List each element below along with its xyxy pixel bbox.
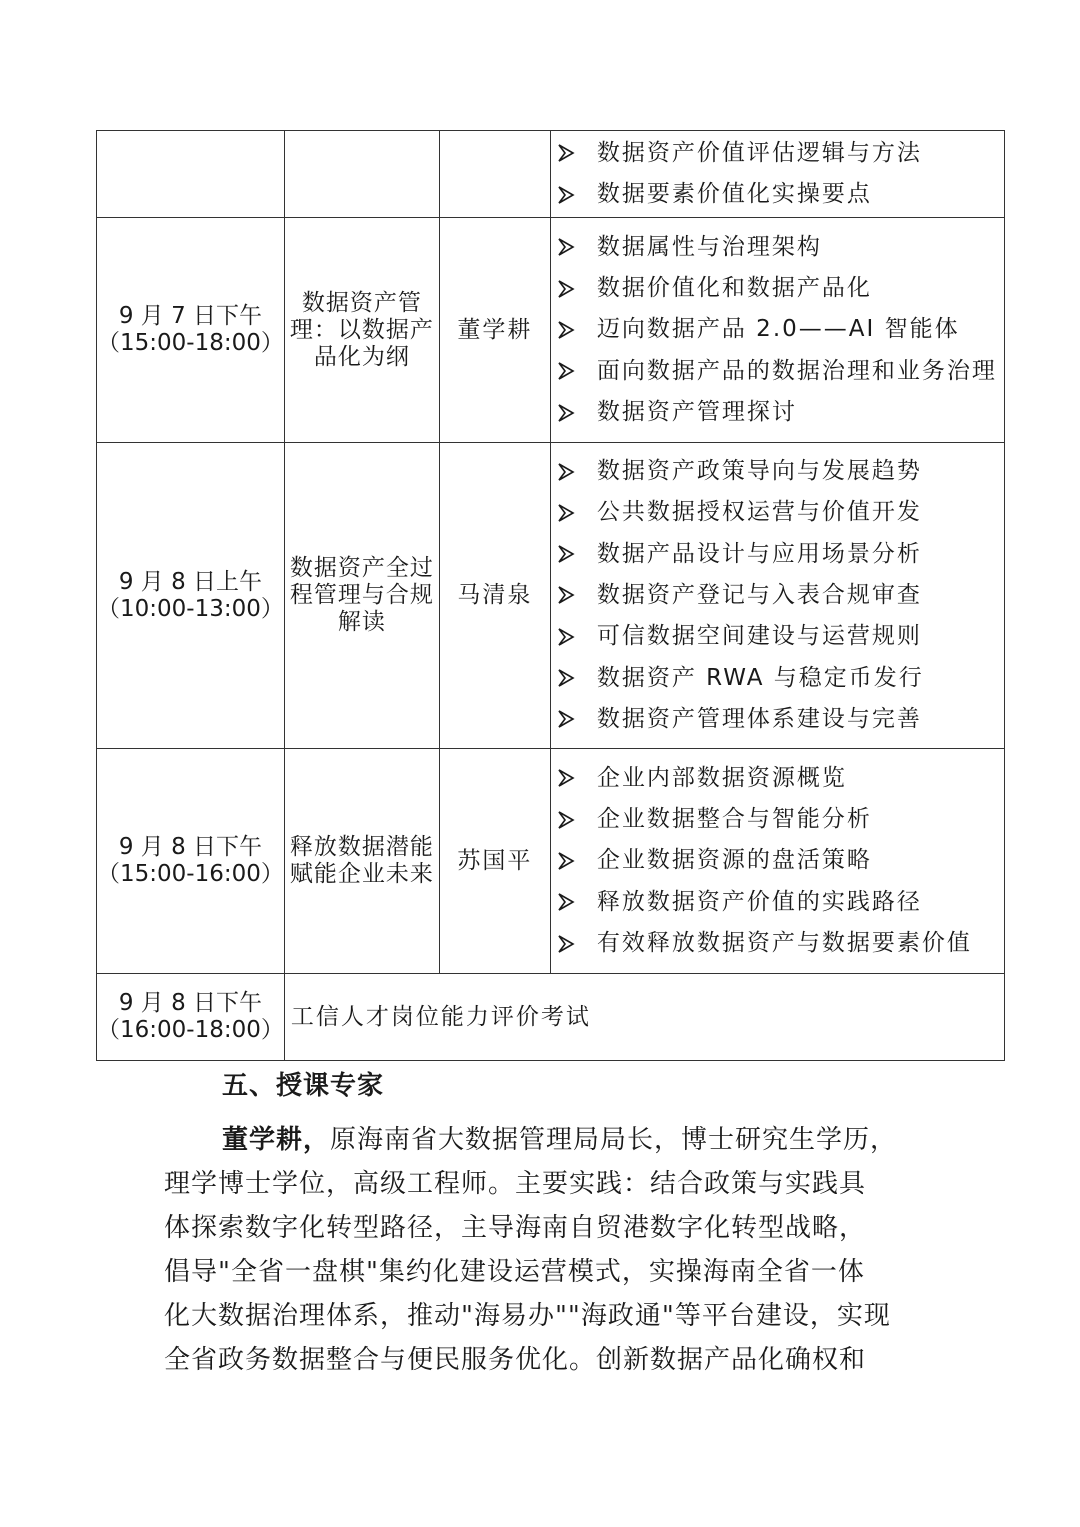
time-text: （10:00-13:00） <box>97 595 284 622</box>
course-title-cell <box>284 749 439 974</box>
list-item <box>555 882 1004 923</box>
arrow-bullet-icon <box>555 236 597 258</box>
topic-text: 数据资产政策导向与发展趋势 <box>596 458 922 485</box>
topic-text: 释放数据资产价值的实践路径 <box>596 888 922 915</box>
topics-cell <box>550 218 1004 443</box>
date-text: 9 月 8 日上午 <box>118 568 263 595</box>
date-text: 9 月 7 日下午 <box>118 303 263 329</box>
topic-text: 数据资产价值评估逻辑与方法 <box>596 139 922 166</box>
expert-name: 苏国平 <box>457 847 533 874</box>
arrow-bullet-icon <box>555 319 597 341</box>
arrow-bullet-icon <box>555 543 597 565</box>
arrow-bullet-icon <box>555 461 597 483</box>
arrow-bullet-icon <box>555 502 597 524</box>
time-text: （15:00-18:00） <box>97 330 284 356</box>
expert-cell <box>439 218 550 443</box>
arrow-bullet-icon <box>555 584 597 606</box>
topic-text: 迈向数据产品 2.0——AI 智能体 <box>596 316 960 343</box>
topic-list <box>551 758 1004 964</box>
time-text: （15:00-16:00） <box>97 861 284 887</box>
topics-cell <box>550 131 1004 218</box>
table-row <box>97 749 1005 974</box>
table-row-exam <box>97 974 1005 1061</box>
course-title-cell <box>284 443 439 749</box>
list-item <box>555 699 1004 740</box>
course-title: 释放数据潜能 赋能企业未来 <box>289 834 434 887</box>
time-text: （16:00-18:00） <box>97 1017 284 1043</box>
topic-list <box>551 227 1004 433</box>
list-item <box>555 616 1004 657</box>
list-item <box>555 133 1004 174</box>
topic-text: 企业内部数据资源概览 <box>596 764 847 791</box>
topic-text: 数据资产登记与入表合规审查 <box>596 581 922 608</box>
arrow-bullet-icon <box>555 850 597 872</box>
arrow-bullet-icon <box>555 809 597 831</box>
arrow-bullet-icon <box>555 767 597 789</box>
list-item <box>555 392 1004 433</box>
arrow-bullet-icon <box>555 360 597 382</box>
date-text: 9 月 8 日下午 <box>118 990 263 1016</box>
expert-name: 董学耕 <box>457 316 533 343</box>
arrow-bullet-icon <box>555 278 597 300</box>
date-cell <box>97 443 285 749</box>
arrow-bullet-icon <box>555 142 597 164</box>
expert-bio <box>164 1118 924 1382</box>
date-cell <box>97 749 285 974</box>
list-item <box>555 351 1004 392</box>
topic-text: 数据资产 RWA 与稳定币发行 <box>596 664 924 691</box>
list-item <box>555 534 1004 575</box>
bio-line <box>164 1118 924 1162</box>
bio-line: 理学博士学位，高级工程师。主要实践：结合政策与实践具 <box>164 1169 867 1199</box>
course-title: 数据资产管理：以数据产品化为纲 <box>289 289 434 370</box>
list-item <box>555 268 1004 309</box>
arrow-bullet-icon <box>555 402 597 424</box>
bio-text: 原海南省大数据管理局局长，博士研究生学历， <box>330 1125 898 1155</box>
exam-text: 工信人才岗位能力评价考试 <box>290 1003 591 1030</box>
section-heading: 五、授课专家 <box>222 1071 385 1101</box>
list-item <box>555 451 1004 492</box>
date-cell <box>97 218 285 443</box>
topic-text: 企业数据资源的盘活策略 <box>596 847 872 874</box>
list-item <box>555 575 1004 616</box>
list-item <box>555 174 1004 215</box>
arrow-bullet-icon <box>555 933 597 955</box>
arrow-bullet-icon <box>555 891 597 913</box>
topic-text: 数据资产管理探讨 <box>596 399 797 426</box>
topic-text: 数据价值化和数据产品化 <box>596 275 872 302</box>
bio-line: 全省政务数据整合与便民服务优化。创新数据产品化确权和 <box>164 1345 867 1375</box>
course-title-cell <box>284 218 439 443</box>
topic-text: 企业数据整合与智能分析 <box>596 806 872 833</box>
list-item <box>555 840 1004 881</box>
course-title-cell <box>284 131 439 218</box>
expert-name: 马清泉 <box>457 582 533 608</box>
topic-text: 数据属性与治理架构 <box>596 233 822 260</box>
date-text: 9 月 8 日下午 <box>118 834 263 860</box>
bio-line: 体探索数字化转型路径，主导海南自贸港数字化转型战略， <box>164 1213 867 1243</box>
arrow-bullet-icon <box>555 626 597 648</box>
topic-text: 面向数据产品的数据治理和业务治理 <box>596 357 997 384</box>
topic-text: 数据资产管理体系建设与完善 <box>596 705 922 732</box>
table-row <box>97 131 1005 218</box>
topics-cell <box>550 749 1004 974</box>
exam-cell <box>284 974 1004 1061</box>
arrow-bullet-icon <box>555 667 597 689</box>
topic-text: 数据要素价值化实操要点 <box>596 181 872 208</box>
table-row <box>97 443 1005 749</box>
expert-cell <box>439 749 550 974</box>
expert-cell <box>439 131 550 218</box>
bio-line: 倡导"全省一盘棋"集约化建设运营模式，实操海南全省一体 <box>164 1257 865 1287</box>
topic-text: 有效释放数据资产与数据要素价值 <box>596 930 972 957</box>
bio-line: 化大数据治理体系，推动"海易办""海政通"等平台建设，实现 <box>164 1301 891 1331</box>
expert-cell <box>439 443 550 749</box>
list-item <box>555 227 1004 268</box>
list-item <box>555 799 1004 840</box>
list-item <box>555 309 1004 350</box>
course-title: 数据资产全过程管理与合规解读 <box>289 555 434 635</box>
arrow-bullet-icon <box>555 708 597 730</box>
schedule-table <box>96 130 1005 1061</box>
date-cell <box>97 131 285 218</box>
topic-text: 数据产品设计与应用场景分析 <box>596 540 922 567</box>
list-item <box>555 923 1004 964</box>
list-item <box>555 492 1004 533</box>
table-row <box>97 218 1005 443</box>
arrow-bullet-icon <box>555 184 597 206</box>
topic-list <box>551 451 1004 740</box>
topics-cell <box>550 443 1004 749</box>
topic-text: 公共数据授权运营与价值开发 <box>596 499 922 526</box>
list-item <box>555 657 1004 698</box>
date-cell <box>97 974 285 1061</box>
list-item <box>555 758 1004 799</box>
bio-name: 董学耕， <box>222 1125 331 1155</box>
topic-text: 可信数据空间建设与运营规则 <box>596 623 922 650</box>
topic-list <box>551 133 1004 216</box>
